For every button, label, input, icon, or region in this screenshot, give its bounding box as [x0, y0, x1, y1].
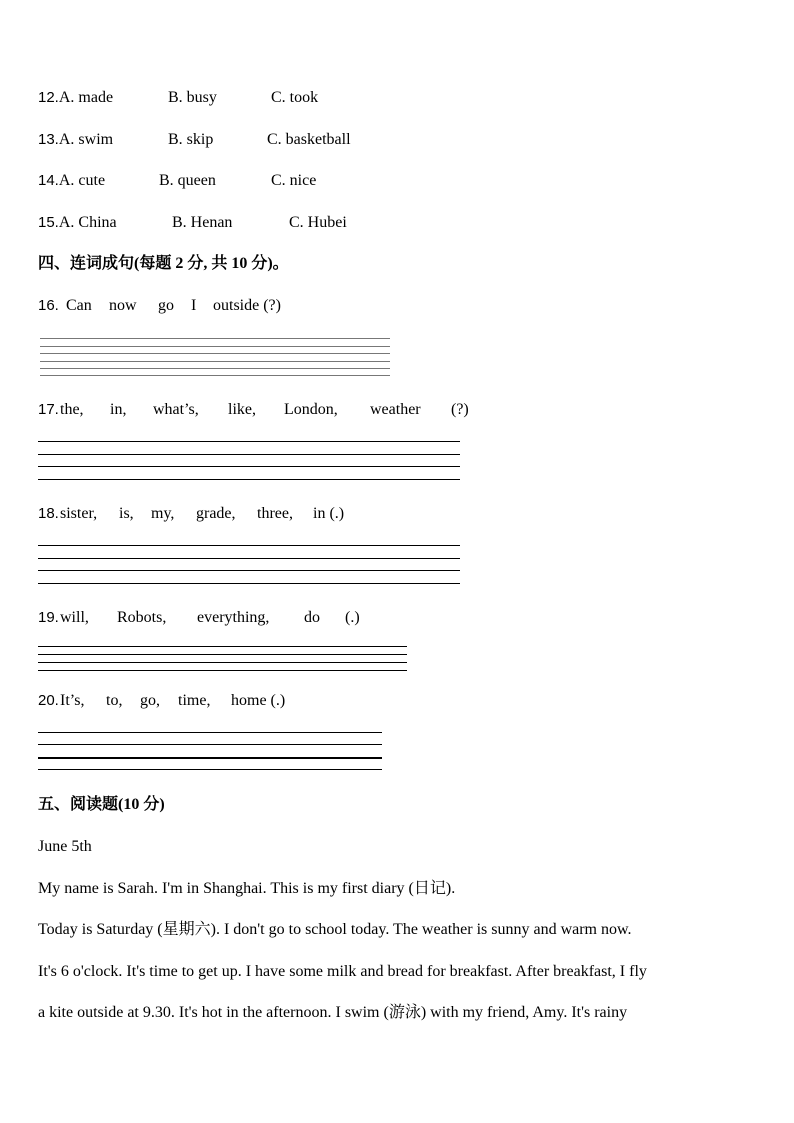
word: in, — [110, 401, 127, 418]
answer-line — [38, 441, 460, 442]
section-4-title: 四、连词成句(每题 2 分, 共 10 分)。 — [38, 255, 289, 272]
answer-line — [40, 338, 390, 339]
question-number: 13. — [38, 131, 59, 148]
question-number: 12. — [38, 89, 59, 106]
answer-line — [38, 466, 460, 467]
word: Can — [66, 297, 92, 314]
question-number: 15. — [38, 214, 59, 231]
answer-line — [40, 346, 390, 347]
answer-line — [38, 654, 407, 655]
word: now — [109, 297, 137, 314]
word: time, — [178, 692, 211, 709]
section-5-title: 五、阅读题(10 分) — [38, 796, 165, 813]
word: I — [191, 297, 197, 314]
answer-line — [38, 479, 460, 480]
word: do — [304, 609, 320, 626]
word: three, — [257, 505, 293, 522]
word: weather — [370, 401, 421, 418]
answer-line — [38, 583, 460, 584]
word: (?) — [451, 401, 469, 418]
word: go, — [140, 692, 160, 709]
word: my, — [151, 505, 175, 522]
answer-line — [38, 662, 407, 663]
word: Robots, — [117, 609, 167, 626]
question-number: 14. — [38, 172, 59, 189]
diary-date: June 5th — [38, 838, 92, 855]
question-number: 20. — [38, 692, 59, 709]
option-a: A. China — [58, 214, 117, 231]
answer-line — [38, 545, 460, 546]
option-a: A. swim — [58, 131, 114, 148]
answer-line — [40, 353, 390, 354]
reading-line: Today is Saturday (星期六). I don't go to school today. The weather is sunny and warm now. — [38, 921, 632, 938]
option-c: C. basketball — [267, 131, 351, 148]
word: grade, — [196, 505, 236, 522]
reading-line: a kite outside at 9.30. It's hot in the afternoon. I swim (游泳) with my friend, Amy. It's rainy — [38, 1004, 628, 1021]
word: everything, — [197, 609, 270, 626]
word: outside (?) — [213, 297, 281, 314]
option-b: B. busy — [168, 89, 217, 106]
word: is, — [119, 505, 134, 522]
answer-line — [40, 375, 390, 376]
word: London, — [284, 401, 338, 418]
question-number: 18. — [38, 505, 59, 522]
word: home (.) — [231, 692, 286, 709]
answer-line — [38, 570, 460, 571]
answer-line — [38, 744, 382, 745]
option-b: B. Henan — [172, 214, 233, 231]
answer-line — [40, 361, 390, 362]
answer-line — [38, 732, 382, 733]
question-number: 19. — [38, 609, 59, 626]
answer-line — [38, 670, 407, 671]
option-c: C. took — [271, 89, 319, 106]
option-a: A. cute — [58, 172, 106, 189]
word: to, — [106, 692, 123, 709]
answer-line — [38, 757, 382, 759]
answer-line — [40, 368, 390, 369]
option-a: A. made — [58, 89, 114, 106]
word: sister, — [60, 505, 98, 522]
word: what’s, — [153, 401, 199, 418]
reading-line: It's 6 o'clock. It's time to get up. I have some milk and bread for breakfast. After breakfast, I fly — [38, 963, 647, 980]
word: go — [158, 297, 174, 314]
word: like, — [228, 401, 256, 418]
option-c: C. nice — [271, 172, 317, 189]
word: the, — [60, 401, 84, 418]
reading-line: My name is Sarah. I'm in Shanghai. This is my first diary (日记). — [38, 880, 456, 897]
answer-line — [38, 558, 460, 559]
option-b: B. skip — [168, 131, 214, 148]
option-b: B. queen — [159, 172, 216, 189]
question-number: 16. — [38, 297, 59, 314]
answer-line — [38, 646, 407, 647]
answer-line — [38, 454, 460, 455]
word: It’s, — [60, 692, 85, 709]
word: (.) — [345, 609, 360, 626]
word: in (.) — [313, 505, 345, 522]
answer-line — [38, 769, 382, 770]
word: will, — [60, 609, 89, 626]
option-c: C. Hubei — [289, 214, 347, 231]
question-number: 17. — [38, 401, 59, 418]
